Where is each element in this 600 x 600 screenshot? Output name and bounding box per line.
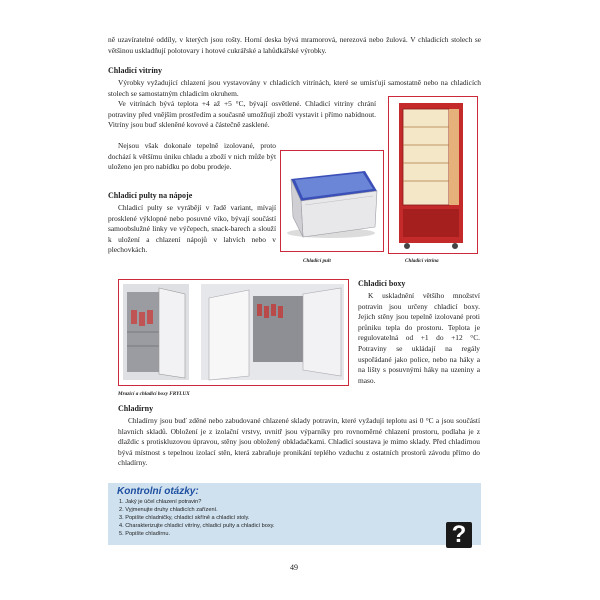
vitrina-image <box>388 96 478 254</box>
quiz-item: 5. Popište chladírnu. <box>119 531 170 537</box>
freezer-image <box>280 150 384 252</box>
caption-pult: Chladicí pult <box>303 258 331 264</box>
page-number: 49 <box>290 563 298 572</box>
quiz-list <box>119 498 275 538</box>
quiz-title: Kontrolní otázky: <box>117 486 199 497</box>
heading-chladirny: Chladírny <box>118 404 154 413</box>
vitriny-paragraph-2: Ve vitrínách bývá teplota +4 až +5 °C, bývají osvětlené. Chladicí vitríny chrání potraviny před vnějším prostředím a současně umožňují zboží vystavit i přímo nabídnout. Vitríny jsou buď skleněné kovové a částečně zasklené. <box>108 99 376 130</box>
quiz-item: 2. Vyjmenujte druhy chladicích zařízení. <box>119 507 218 513</box>
vitriny-paragraph-3: Nejsou však dokonale tepelně izolované, proto dochází k většímu úniku chladu a zboží v nich může být uloženo jen pro nabídku po dobu prodeje. <box>108 141 276 172</box>
heading-pulty: Chladicí pulty na nápoje <box>108 191 193 200</box>
caption-vitrina: Chladicí vitrína <box>405 258 439 264</box>
heading-boxy: Chladicí boxy <box>358 279 406 288</box>
heading-vitriny: Chladicí vitríny <box>108 66 163 75</box>
chest-freezer-illustration <box>281 151 383 251</box>
pulty-paragraph-1: Chladicí pulty se vyrábějí v řadě variant, mívají prosklené výklopné nebo posuvné víko, bývají součástí samoobslužné linky ve výčepech, snack-barech a slouží k uložení a chlazení nápojů v lahvích nebo v plechovkách. <box>108 203 276 255</box>
quiz-box <box>108 483 481 545</box>
chladirny-paragraph-1: Chladírny jsou buď zděné nebo zabudované chlazené sklady potravin, které vyžadují teplotu asi 0 °C a jsou součástí hlavních skladů. Obložení je z izolační vrstvy, uvnitř jsou výparníky pro rovnoměrné chlazení prostoru, podlaha je z dlaždic s protiskluzovou úpravou, stěny jsou obložený obkladačkami. Chladicí soustava je mimo sklady. Před chladírnou bývá místnost s tepelnou izolací stěn, která zabraňuje pronikání teplého vzduchu z ostatních prostorů závodu přímo do chladírny. <box>118 416 480 468</box>
caption-boxy: Mrazicí a chladicí boxy FRYLUX <box>118 391 190 397</box>
quiz-item: 1. Jaký je účel chlazení potravin? <box>119 499 202 505</box>
boxy-image <box>118 279 349 386</box>
boxy-paragraph-1: K uskladnění většího množství potravin jsou určeny chladicí boxy. Jejich stěny jsou tepelně izolované proti průniku tepla do prostoru. Teplota je regulovatelná od +1 do +12 °C. Potraviny se ukládají na regály uspořádané jako police, nebo na háky a na lišty s posuvnými háky na uzeniny a maso. <box>358 291 480 385</box>
vitriny-paragraph-1: Výrobky vyžadující chlazení jsou vystavovány v chladicích vitrínách, které se umísťují samostatně nebo na chladicích stolech se samostatným chladicím okruhem. <box>108 78 481 98</box>
boxy-illustration <box>119 280 348 385</box>
question-mark-icon: ? <box>446 522 472 548</box>
quiz-item: 3. Popište chladničky, chladicí skříně a chladicí stoly. <box>119 515 250 521</box>
quiz-item: 4. Charakterizujte chladicí vitríny, chladicí pulty a chladicí boxy. <box>119 523 275 529</box>
vitrina-illustration <box>389 97 477 253</box>
intro-paragraph: ně uzavíratelné oddíly, v kterých jsou rošty. Horní deska bývá mramorová, nerezová nebo žulová. V chladicích stolech se většinou uskladňují polotovary i hotové cukrářské a lahůdkářské výrobky. <box>108 35 481 55</box>
